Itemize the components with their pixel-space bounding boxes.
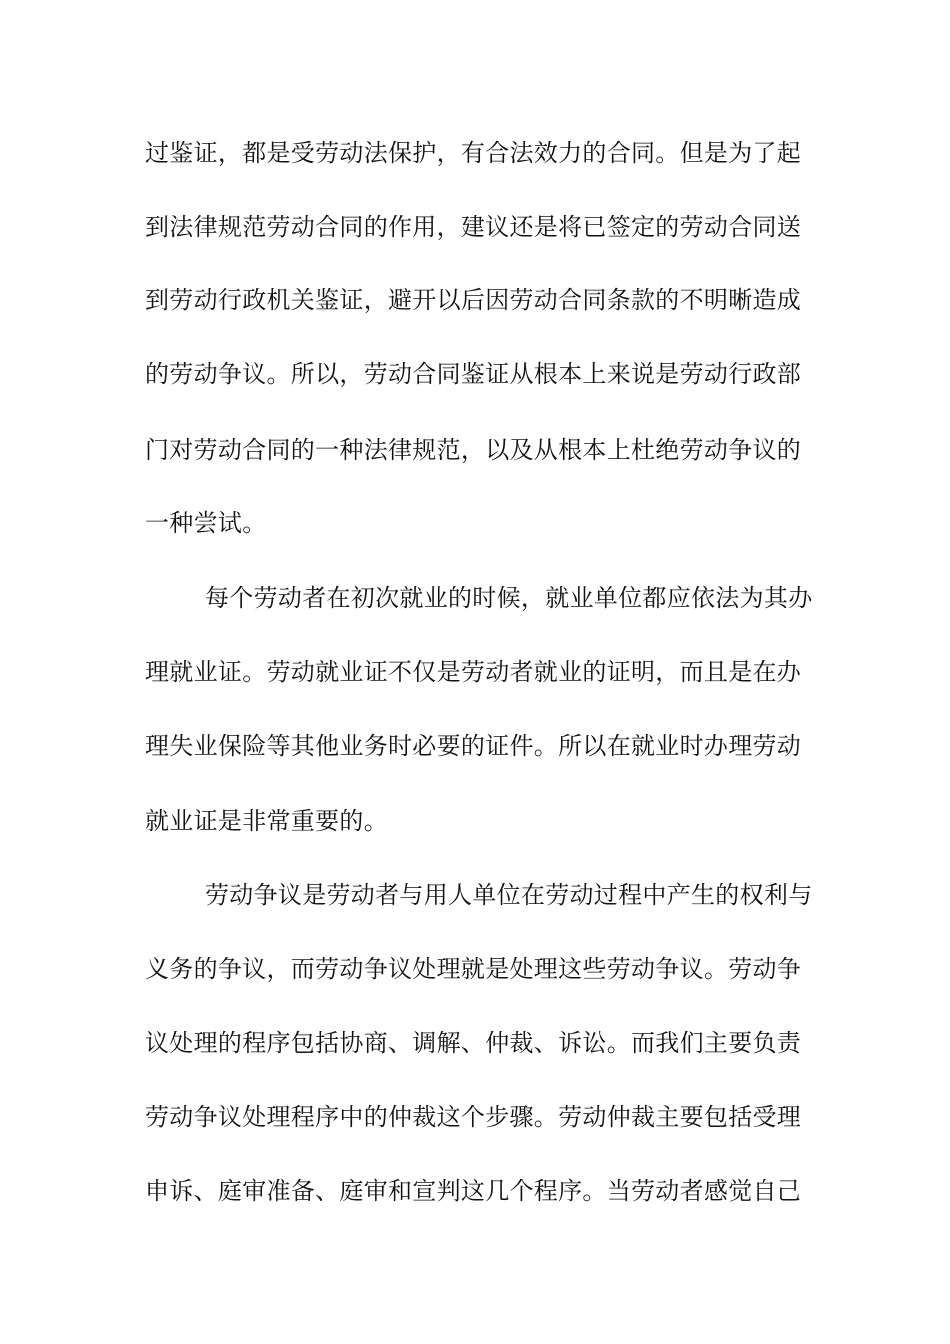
text-line-1: 过鉴证，都是受劳动法保护，有合法效力的合同。但是为了起 [145, 139, 802, 167]
text-line-5: 门对劳动合同的一种法律规范，以及从根本上杜绝劳动争议的 [145, 436, 802, 464]
text-line-4: 的劳动争议。所以，劳动合同鉴证从根本上来说是劳动行政部 [145, 360, 802, 388]
text-line-8: 理就业证。劳动就业证不仅是劳动者就业的证明，而且是在办 [145, 658, 802, 686]
text-line-13: 议处理的程序包括协商、调解、仲裁、诉讼。而我们主要负责 [145, 1029, 802, 1057]
text-line-10: 就业证是非常重要的。 [145, 807, 388, 835]
text-line-2: 到法律规范劳动合同的作用，建议还是将已签定的劳动合同送 [145, 213, 802, 241]
text-line-3: 到劳动行政机关鉴证，避开以后因劳动合同条款的不明晰造成 [145, 286, 802, 314]
text-line-15: 申诉、庭审准备、庭审和宣判这几个程序。当劳动者感觉自己 [145, 1177, 802, 1205]
text-line-6: 一种尝试。 [145, 509, 267, 537]
text-line-7: 每个劳动者在初次就业的时候，就业单位都应依法为其办 [205, 584, 813, 612]
text-line-9: 理失业保险等其他业务时必要的证件。所以在就业时办理劳动 [145, 732, 802, 760]
text-line-12: 义务的争议，而劳动争议处理就是处理这些劳动争议。劳动争 [145, 955, 802, 983]
text-line-11: 劳动争议是劳动者与用人单位在劳动过程中产生的权利与 [205, 881, 813, 909]
text-line-14: 劳动争议处理程序中的仲裁这个步骤。劳动仲裁主要包括受理 [145, 1103, 802, 1131]
